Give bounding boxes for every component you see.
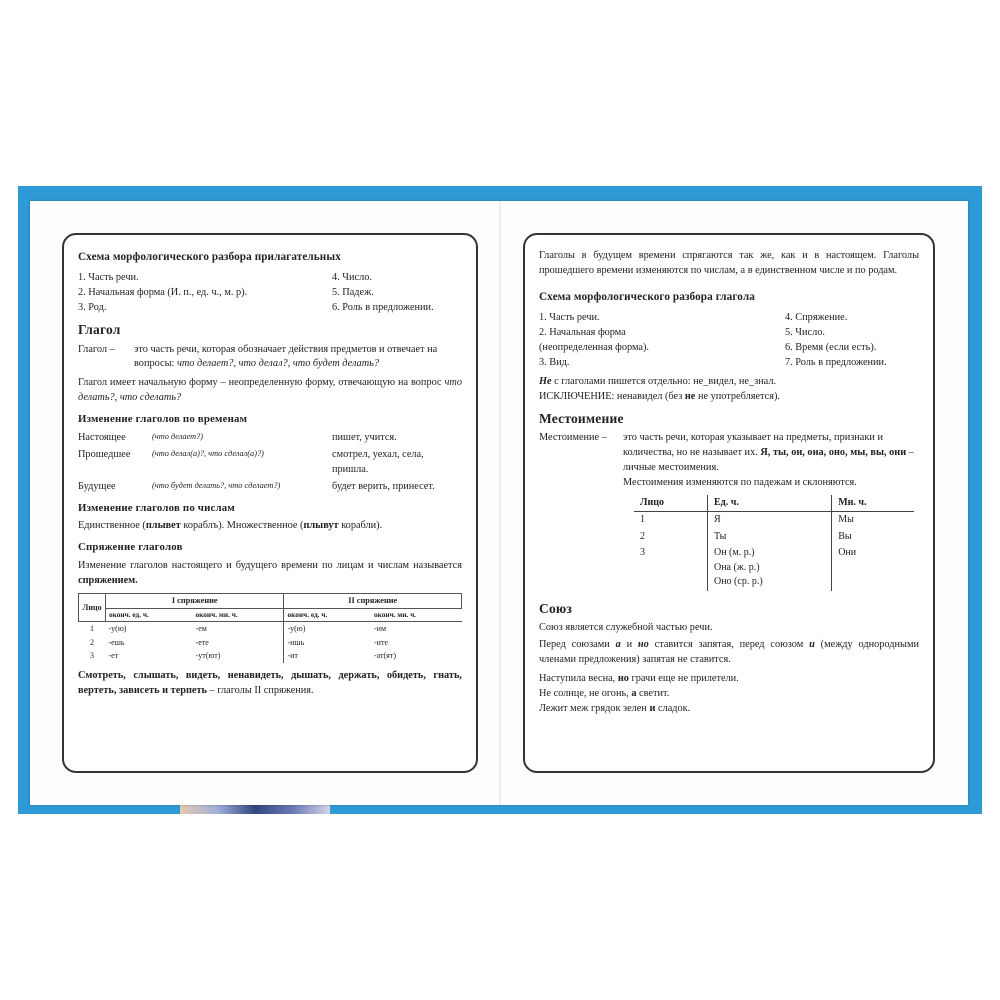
pron-singular: Оно (ср. р.) (713, 576, 763, 588)
number-title: Изменение глаголов по числам (78, 501, 235, 514)
list-item: 6. Роль в предложении. (332, 302, 434, 314)
pronoun-definition (539, 431, 919, 491)
number-sing-end: кораблъ). Множественное ( (180, 520, 304, 532)
exception-end: – глаголы II спряжения. (207, 684, 314, 696)
left-page-panel (62, 233, 478, 773)
union-example (539, 702, 919, 717)
number-sing-verb: плывет (145, 520, 181, 532)
conj-cell: -у(ю) (108, 624, 127, 634)
conj-person: 3 (90, 651, 94, 661)
union-comma-rule (539, 638, 919, 668)
number-sing: Единственное ( (78, 520, 146, 532)
conj-subheader: оконч. мн. ч. (193, 608, 284, 622)
conj-cell: -ем (195, 624, 207, 634)
pron-singular: Он (м. р.) (713, 547, 755, 559)
ne-rule-text: с глаголами пишется отдельно: не_видел, не_знал. (551, 375, 777, 387)
pronoun-section-title: Местоимение (539, 410, 624, 426)
list-item: 1. Часть речи. (539, 312, 600, 324)
verb-schema-list (539, 311, 919, 371)
conj-person: 1 (90, 624, 94, 634)
example-part: Лежит меж грядок зелен (539, 703, 650, 715)
exception-verbs: Смотреть, слышать, видеть, ненавидеть, дышать, держать, обидеть, гнать, вертеть, зависеть и терпеть (78, 670, 462, 696)
example-conj: и (649, 703, 656, 715)
adjective-schema-col-1 (78, 271, 326, 316)
conjugation-table (78, 593, 462, 663)
example-part: грачи еще не прилетели. (628, 673, 739, 685)
right-page-panel (523, 233, 935, 773)
conj-group-2: II спряжение (284, 593, 462, 608)
union-example (539, 687, 919, 702)
union-rule-part: и (620, 639, 638, 651)
tense-row (78, 431, 462, 446)
conj-cell: -ут(ют) (195, 651, 221, 661)
verb-term: Глагол – (78, 343, 115, 355)
tense-examples: пишет, учится. (332, 431, 397, 443)
verb-definition-text (134, 343, 462, 373)
number-plur-end: корабли). (338, 520, 383, 532)
pronoun-list: Я, ты, он, она, оно, мы, вы, они (760, 447, 907, 459)
conj-cell: -ет (108, 651, 119, 661)
conj-person: 2 (90, 637, 94, 647)
union-rule-part: Перед союзами (539, 639, 616, 651)
conj-cell: -ите (374, 637, 388, 647)
conj-subheader: оконч. ед. ч. (284, 608, 371, 622)
pron-plural: Вы (832, 529, 914, 546)
verb-section-title: Глагол (78, 322, 121, 337)
pron-singular: Я (707, 512, 831, 529)
conj-subheader: оконч. ед. ч. (106, 608, 193, 622)
example-conj: а (631, 688, 637, 700)
verb-questions: что делает?, что делал?, что будет делать? (176, 358, 379, 370)
example-part: Наступила весна, (539, 673, 618, 685)
pronoun-definition-body: это часть речи, которая указывает на предметы, признаки и количества, но не называет их. (623, 432, 883, 459)
list-item: 2. Начальная форма (неопределенная форма). (539, 327, 650, 353)
exception-label: ИСКЛЮЧЕНИЕ: (539, 390, 615, 402)
verb-initial-text: Глагол имеет начальную форму – неопределенную форму, отвечающую на вопрос (78, 377, 442, 389)
conj-col-person: Лицо (79, 593, 106, 622)
union-i: и (809, 639, 815, 651)
tense-examples: будет верить, принесет. (332, 480, 435, 492)
list-item: 6. Время (если есть). (785, 341, 877, 353)
conj-cell: -у(ю) (284, 622, 371, 636)
exception-end: не употребляется). (695, 390, 780, 402)
tense-row (78, 480, 462, 495)
list-item: 5. Падеж. (332, 287, 374, 299)
list-item: 3. Род. (78, 302, 107, 314)
example-part: светит. (636, 688, 670, 700)
table-row (634, 529, 914, 546)
conj-cell: -ишь (284, 636, 371, 650)
pron-singular: Ты (707, 529, 831, 546)
conjugation-title: Спряжение глаголов (78, 541, 183, 554)
pron-singular-group (707, 545, 831, 591)
verb-schema-col-2 (785, 311, 919, 371)
pron-person: 1 (640, 514, 645, 526)
pron-plural: Мы (832, 512, 914, 529)
verb-tense-intro: Глаголы в будущем времени спрягаются так же, как и в настоящем. Глаголы прошедшего времени изменяются по числам, а в единственном числе и по родам. (539, 250, 919, 276)
exception-text: ненавидел (без (614, 390, 685, 402)
conjugation-text (78, 559, 462, 589)
exception-particle: не (684, 390, 696, 402)
pron-person: 2 (640, 530, 645, 542)
pronoun-change: Местоимения изменяются по падежам и склоняются. (623, 476, 857, 488)
conjugation-exceptions (78, 669, 462, 699)
table-row (79, 649, 462, 663)
adjective-schema-col-2 (332, 271, 462, 316)
list-item: 2. Начальная форма (И. п., ед. ч., м. р). (78, 287, 248, 299)
pron-header: Мн. ч. (832, 495, 914, 512)
tense-name: Прошедшее (78, 448, 131, 460)
pronoun-definition-text (623, 431, 919, 491)
tense-question: (что делал(а)?, что сделал(а)?) (152, 448, 264, 458)
table-row (79, 636, 462, 650)
tense-question: (что делает?) (152, 431, 204, 441)
pron-header: Ед. ч. (707, 495, 831, 512)
pron-header: Лицо (634, 495, 707, 512)
verb-definition (78, 343, 462, 373)
pronoun-table (634, 495, 914, 591)
verb-schema-title: Схема морфологического разбора глагола (539, 290, 755, 303)
union-line: Союз является служебной частью речи. (539, 622, 713, 634)
verb-initial-form (78, 376, 462, 406)
table-row (79, 622, 462, 636)
verb-definition-body: это часть речи, которая обозначает действия предметов и отвечает на вопросы: (134, 343, 438, 370)
conjugation-term: спряжением. (78, 574, 138, 586)
list-item: 7. Роль в предложении. (785, 356, 887, 368)
pronoun-list-end: – личные местоимения. (623, 447, 914, 474)
conj-cell: -ешь (108, 637, 125, 647)
page-fold (499, 201, 501, 805)
conj-cell: -ете (195, 637, 209, 647)
ne-rule (539, 375, 919, 405)
pron-plural: Они (832, 545, 914, 591)
verb-schema-col-1 (539, 311, 779, 371)
ne-particle: Не (539, 375, 552, 387)
union-example (539, 672, 919, 687)
conj-cell: -ат(ят) (374, 651, 397, 661)
example-part: сладок. (655, 703, 691, 715)
conj-cell: -им (374, 624, 387, 634)
tense-row (78, 448, 462, 478)
example-conj: но (617, 673, 629, 685)
union-no: но (637, 639, 649, 651)
adjective-schema-title: Схема морфологического разбора прилагательных (78, 251, 341, 263)
list-item: 1. Часть речи. (78, 272, 139, 284)
tense-title: Изменение глаголов по временам (78, 413, 248, 426)
pronoun-term: Местоимение – (539, 432, 607, 444)
tense-examples: смотрел, уехал, села, пришла. (332, 448, 424, 475)
verb-initial-questions: что делать?, что сделать? (78, 377, 463, 404)
example-part: Не солнце, не огонь, (539, 688, 632, 700)
tense-name: Настоящее (78, 431, 126, 443)
number-text (78, 519, 462, 534)
union-section-title: Союз (539, 600, 573, 616)
list-item: 3. Вид. (539, 356, 570, 368)
conj-subheader: оконч. мн. ч. (371, 608, 462, 622)
tense-name: Будущее (78, 480, 116, 492)
pron-singular: Она (ж. р.) (713, 561, 760, 573)
conj-group-1: I спряжение (106, 593, 284, 608)
conj-cell: -ит (284, 649, 371, 663)
tense-question: (что будет делать?, что сделает?) (152, 480, 281, 490)
list-item: 4. Спряжение. (785, 312, 848, 324)
table-row (634, 512, 914, 529)
list-item: 5. Число. (785, 327, 825, 338)
table-row (634, 545, 914, 591)
union-rule-part: ставится запятая, перед союзом (648, 639, 810, 651)
union-a: а (615, 639, 621, 651)
union-rule-part: (между однородными членами предложения) запятая не ставится. (539, 639, 919, 666)
pron-person: 3 (640, 547, 645, 559)
adjective-schema-list (78, 271, 462, 316)
list-item: 4. Число. (332, 272, 372, 284)
conjugation-body: Изменение глаголов настоящего и будущего времени по лицам и числам называется (78, 559, 462, 571)
number-plur-verb: плывут (303, 520, 339, 532)
